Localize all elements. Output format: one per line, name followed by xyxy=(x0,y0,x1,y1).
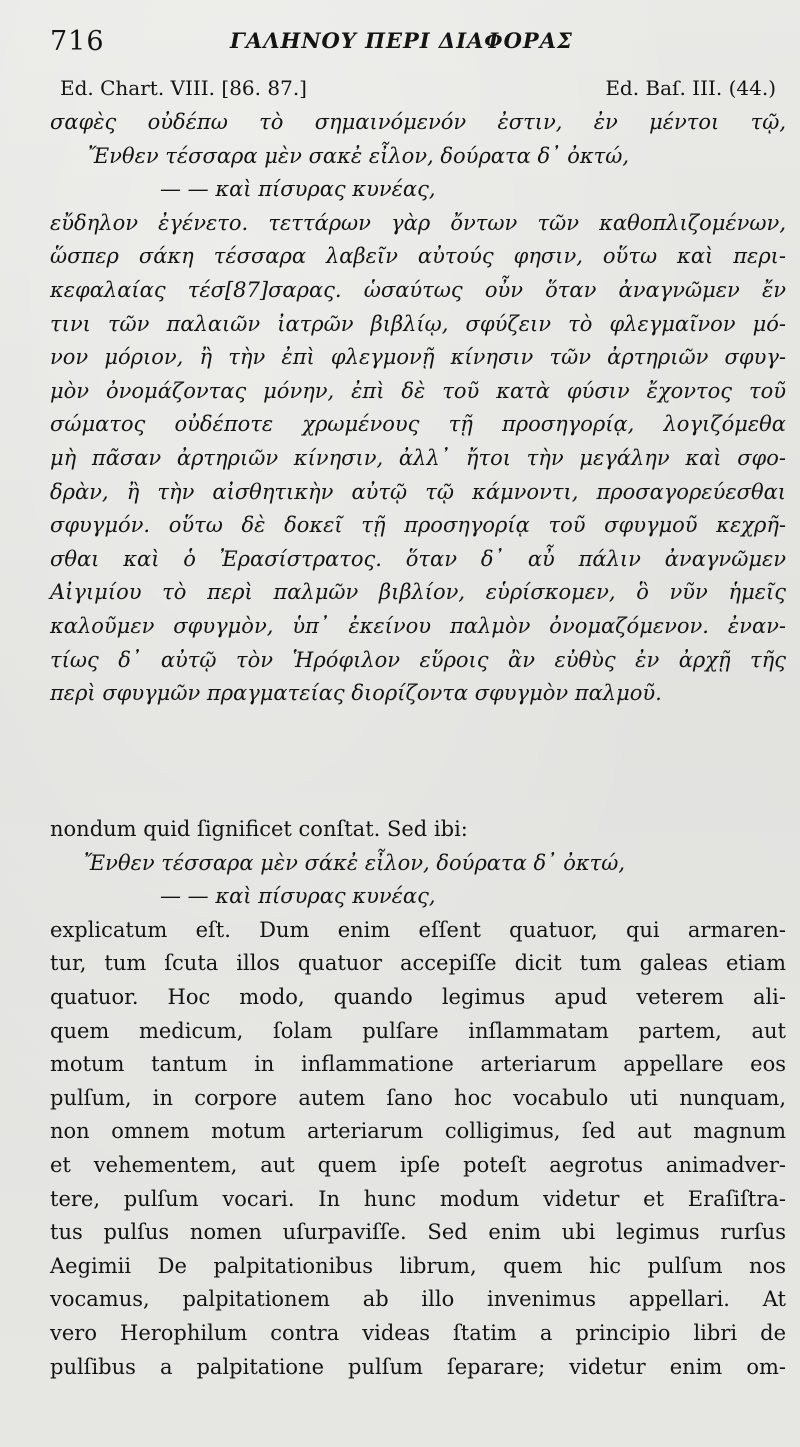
greek-line: κεφαλαίας τέσ[87]σαρας. ὡσαύτως οὖν ὅταν ἀναγνῶμεν ἔν xyxy=(50,277,786,302)
latin-line: tere, pulſum vocari. In hunc modum videtur et Eraſiſtra- xyxy=(50,1186,786,1211)
greek-line: μὸν ὀνομάζοντας μόνην, ἐπὶ δὲ τοῦ κατὰ φύσιν ἔχοντος τοῦ xyxy=(50,378,786,403)
greek-line: καλοῦμεν σφυγμὸν, ὑπ᾽ ἐκείνου παλμὸν ὀνομαζόμενον. ἐναν- xyxy=(50,613,786,638)
greek-line: μὴ πᾶσαν ἀρτηριῶν κίνησιν, ἀλλ᾽ ἤτοι τὴν μεγάλην καὶ σφο- xyxy=(50,445,786,470)
latin-line: quatuor. Hoc modo, quando legimus apud veterem ali- xyxy=(50,984,786,1009)
edition-reference-row xyxy=(60,76,776,106)
latin-line: quem medicum, ſolam pulſare inſlammatam partem, aut xyxy=(50,1018,786,1043)
latin-greek-verse-line: — — καὶ πίσυρας κυνέας, xyxy=(160,884,436,909)
greek-line: σθαι καὶ ὁ Ἐρασίστρατος. ὅταν δ᾽ αὖ πάλιν ἀναγνῶμεν xyxy=(50,546,786,571)
latin-line: pulſibus a palpitatione pulſum ſeparare; videtur enim om- xyxy=(50,1354,786,1379)
latin-line: explicatum eſt. Dum enim eſſent quatuor, qui armaren- xyxy=(50,917,786,942)
greek-line: τίως δ᾽ αὐτῷ τὸν Ἡρόφιλον εὕροις ἂν εὐθὺς ἐν ἀρχῇ τῆς xyxy=(50,647,786,672)
latin-line: vocamus, palpitationem ab illo invenimus appellari. At xyxy=(50,1287,786,1312)
greek-line: σαφὲς οὐδέπω τὸ σημαινόμενόν ἐστιν, ἐν μέντοι τῷ, xyxy=(50,110,786,134)
latin-line: tus pulſus nomen uſurpaviſſe. Sed enim ubi legimus rurſus xyxy=(50,1220,786,1245)
greek-line: σώματος οὐδέποτε χρωμένους τῇ προσηγορίᾳ, λογιζόμεθα xyxy=(50,412,786,437)
latin-line: nondum quid ſignificet conſtat. Sed ibi: xyxy=(50,817,468,841)
latin-text-block xyxy=(50,813,786,1384)
latin-line: non omnem motum arteriarum colligimus, ſed aut magnum xyxy=(50,1119,786,1144)
greek-verse-line: Ἔνθεν τέσσαρα μὲν σακἐ εἶλον, δούρατα δ᾽ ὀκτώ, xyxy=(88,143,630,168)
edition-reference-basel: Ed. Baſ. III. (44.) xyxy=(605,76,776,100)
greek-line: ὥσπερ σάκη τέσσαρα λαβεῖν αὐτούς φησιν, οὕτω καὶ περι- xyxy=(50,244,786,269)
latin-greek-verse-line: Ἔνθεν τέσσαρα μὲν σάκἐ εἶλον, δούρατα δ᾽ ὀκτώ, xyxy=(84,850,626,875)
page-number: 716 xyxy=(50,26,105,57)
greek-line: τινι τῶν παλαιῶν ἰατρῶν βιβλίῳ, σφύζειν τὸ φλεγμαῖνον μό- xyxy=(50,311,786,336)
greek-line: σφυγμόν. οὕτω δὲ δοκεῖ τῇ προσηγορίᾳ τοῦ σφυγμοῦ κεχρῆ- xyxy=(50,513,786,538)
greek-line: περὶ σφυγμῶν πραγματείας διορίζοντα σφυγμὸν παλμοῦ. xyxy=(50,681,662,706)
latin-line: et vehementem, aut quem ipſe poteſt aegrotus animadver- xyxy=(50,1152,786,1177)
greek-line: νον μόριον, ἢ τὴν ἐπὶ φλεγμονῇ κίνησιν τῶν ἀρτηριῶν σφυγ- xyxy=(50,345,786,370)
latin-line: vero Herophilum contra videas ſtatim a principio libri de xyxy=(50,1320,786,1345)
latin-line: pulſum, in corpore autem ſano hoc vocabulo uti nunquam, xyxy=(50,1085,786,1110)
latin-line: Aegimii De palpitationibus librum, quem hic pulſum nos xyxy=(50,1253,786,1278)
running-title: ΓΑΛΗΝΟΥ ΠΕΡΙ ΔΙΑΦΟΡΑΣ xyxy=(230,28,573,53)
greek-text-block xyxy=(50,106,786,711)
greek-verse-line: — — καὶ πίσυρας κυνέας, xyxy=(160,177,436,202)
edition-reference-chartier: Ed. Chart. VIII. [86. 87.] xyxy=(60,76,307,100)
greek-line: δρὰν, ἢ τὴν αἰσθητικὴν αὐτῷ τῷ κάμνοντι, προσαγορεύεσθαι xyxy=(50,479,786,504)
page-header xyxy=(50,22,790,62)
greek-line: εὔδηλον ἐγένετο. τεττάρων γὰρ ὄντων τῶν καθοπλιζομένων, xyxy=(50,210,786,235)
latin-line: motum tantum in inflammatione arteriarum appellare eos xyxy=(50,1052,786,1077)
latin-line: tur, tum ſcuta illos quatuor accepiſſe dicit tum galeas etiam xyxy=(50,951,786,976)
greek-line: Αἰγιμίου τὸ περὶ παλμῶν βιβλίον, εὑρίσκομεν, ὃ νῦν ἡμεῖς xyxy=(50,580,786,605)
